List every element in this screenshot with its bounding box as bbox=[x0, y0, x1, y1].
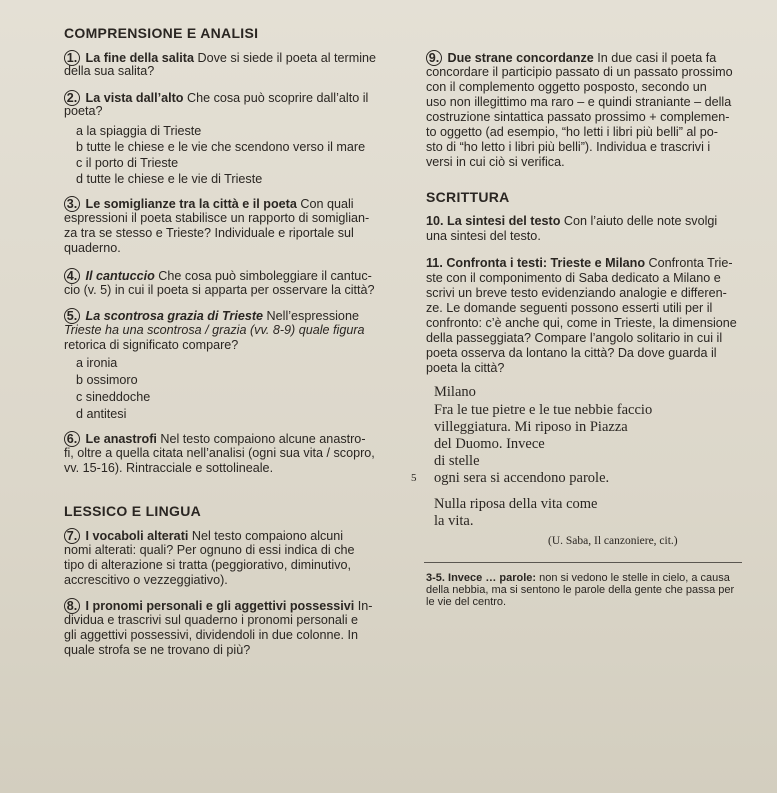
poem-title: Milano bbox=[434, 384, 476, 400]
question-6-line2: fi, oltre a quella citata nell’analisi (ogni sua vita / scopro, bbox=[64, 446, 375, 460]
poem-line-3: del Duomo. Invece bbox=[434, 436, 545, 452]
poem-line-2: villeggiatura. Mi riposo in Piazza bbox=[434, 419, 628, 435]
question-8-line3: gli aggettivi possessivi, dividendoli in due colonne. In bbox=[64, 628, 359, 642]
poem-line-1: Fra le tue pietre e le tue nebbie faccio bbox=[434, 402, 653, 418]
question-7: 7. I vocaboli alterati Nel testo compaiono alcuni bbox=[64, 528, 343, 544]
option-5a: a ironia bbox=[76, 356, 118, 370]
question-4-line2: cio (v. 5) in cui il poeta si apparta per osservare la città? bbox=[64, 283, 375, 297]
option-2b: b tutte le chiese e le vie che scendono verso il mare bbox=[76, 140, 366, 154]
question-10-line2: una sintesi del testo. bbox=[426, 229, 541, 243]
poem-line-7: Nulla riposa della vita come bbox=[434, 496, 598, 512]
question-6-line3: vv. 15-16). Rintracciale e sottolineale. bbox=[64, 461, 274, 475]
question-11-line2: ste con il componimento di Saba dedicato a Milano e bbox=[426, 271, 721, 285]
option-5b: b ossimoro bbox=[76, 373, 138, 387]
question-9-line8: versi in cui ciò si verifica. bbox=[426, 155, 565, 169]
question-9: 9. Due strane concordanze In due casi il poeta fa bbox=[426, 50, 716, 66]
option-2a: a la spiaggia di Trieste bbox=[76, 124, 202, 138]
question-8: 8. I pronomi personali e gli aggettivi possessivi In- bbox=[64, 598, 372, 614]
question-11-line6: della passeggiata? Compare l’angolo solitario in cui il bbox=[426, 331, 723, 345]
question-5: 5. La scontrosa grazia di Trieste Nell’espressione bbox=[64, 308, 359, 324]
question-3-line4: quaderno. bbox=[64, 241, 121, 255]
question-5-line3: retorica di significato compare? bbox=[64, 338, 239, 352]
question-2: 2. La vista dall’alto Che cosa può scoprire dall’alto il bbox=[64, 90, 368, 106]
question-11: 11. Confronta i testi: Trieste e Milano Confronta Trie- bbox=[426, 256, 733, 270]
question-11-line8: poeta la città? bbox=[426, 361, 505, 375]
option-5c: c sineddoche bbox=[76, 390, 151, 404]
option-5d: d antitesi bbox=[76, 407, 127, 421]
poem-line-5: ogni sera si accendono parole. bbox=[434, 470, 610, 486]
question-1-line2: della sua salita? bbox=[64, 64, 155, 78]
option-2d: d tutte le chiese e le vie di Trieste bbox=[76, 172, 263, 186]
question-3-line2: espressioni il poeta stabilisce un rapporto di somiglian- bbox=[64, 211, 370, 225]
question-5-line2: Trieste ha una scontrosa / grazia (vv. 8-9) quale figura bbox=[64, 323, 365, 337]
question-9-line6: to oggetto (ad esempio, “ho letti i libri più belli” al po- bbox=[426, 125, 718, 139]
question-8-line2: dividua e trascrivi sul quaderno i pronomi personali e bbox=[64, 613, 359, 627]
section-heading-lessico: LESSICO E LINGUA bbox=[64, 503, 202, 519]
section-heading-comprensione: COMPRENSIONE E ANALISI bbox=[64, 25, 259, 41]
question-7-line3: tipo di alterazione si tratta (peggiorativo, diminutivo, bbox=[64, 558, 352, 572]
question-10: 10. La sintesi del testo Con l’aiuto delle note svolgi bbox=[426, 214, 718, 228]
question-1: 1. La fine della salita Dove si siede il poeta al termine bbox=[64, 50, 376, 66]
poem-line-4: di stelle bbox=[434, 453, 480, 469]
poem-source: (U. Saba, Il canzoniere, cit.) bbox=[548, 535, 678, 547]
question-9-line7: sto di “ho letto i libri più belli”). Individua e trascrivi i bbox=[426, 140, 711, 154]
section-heading-scrittura: SCRITTURA bbox=[426, 189, 510, 205]
question-4: 4. Il cantuccio Che cosa può simboleggiare il cantuc- bbox=[64, 268, 372, 284]
question-11-line7: poeta osserva da lontano la città? Da dove guarda il bbox=[426, 346, 717, 360]
note-divider bbox=[424, 562, 742, 563]
question-3-line3: za tra se stesso e Trieste? Individuale e riportale sul bbox=[64, 226, 354, 240]
question-7-line2: nomi alterati: quali? Per ognuno di essi indica di che bbox=[64, 543, 355, 557]
question-9-line2: concordare il participio passato di un passato prossimo bbox=[426, 65, 733, 79]
question-3: 3. Le somiglianze tra la città e il poeta Con quali bbox=[64, 196, 354, 212]
question-11-line3: scrivi un breve testo evidenziando analogie e differen- bbox=[426, 286, 727, 300]
footnote-line2: della nebbia, ma si sentono le parole della gente che passa per bbox=[426, 584, 735, 596]
question-11-line4: ze. Le domande seguenti possono esserti utili per il bbox=[426, 301, 713, 315]
question-9-line4: uso non illegittimo ma raro – e quindi straniante – della bbox=[426, 95, 732, 109]
question-2-line2: poeta? bbox=[64, 104, 103, 118]
footnote: 3-5. Invece … parole: non si vedono le stelle in cielo, a causa bbox=[426, 572, 730, 584]
option-2c: c il porto di Trieste bbox=[76, 156, 179, 170]
question-9-line3: con il complemento oggetto posposto, secondo un bbox=[426, 80, 707, 94]
footnote-line3: le vie del centro. bbox=[426, 596, 507, 608]
question-6: 6. Le anastrofi Nel testo compaiono alcune anastro- bbox=[64, 431, 366, 447]
poem-line-number: 5 bbox=[411, 472, 417, 484]
question-9-line5: costruzione sintattica passato prossimo + complemen- bbox=[426, 110, 730, 124]
question-7-line4: accrescitivo o vezzeggiativo). bbox=[64, 573, 228, 587]
poem-line-8: la vita. bbox=[434, 513, 474, 529]
question-11-line5: confronto: c’è anche qui, come in Trieste, la dimensione bbox=[426, 316, 737, 330]
question-8-line4: quale strofa se ne trovano di più? bbox=[64, 643, 251, 657]
